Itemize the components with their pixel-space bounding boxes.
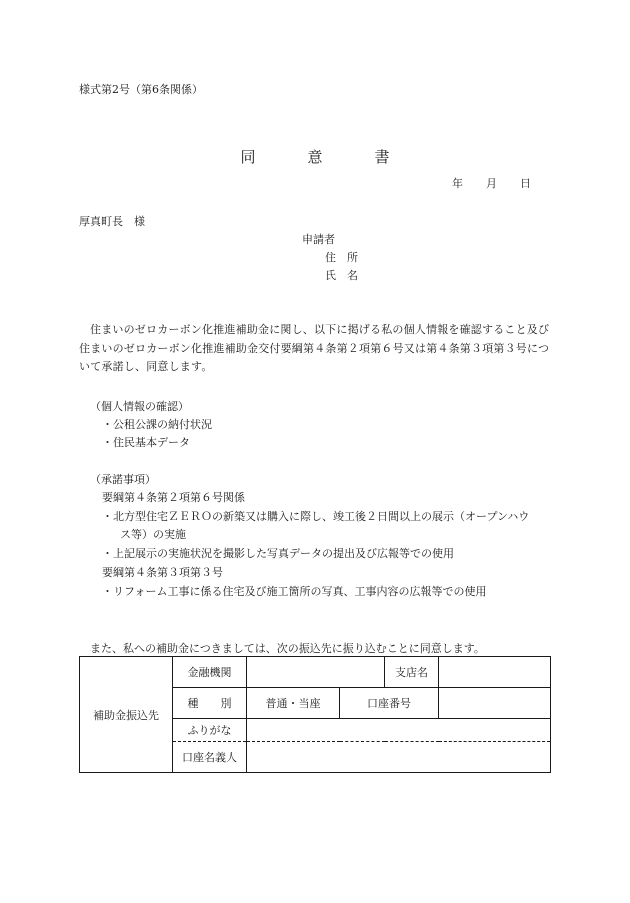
consent-section1-title: 要綱第４条第２項第６号関係 bbox=[102, 491, 245, 504]
branch-name-label: 支店名 bbox=[385, 657, 439, 688]
date-month-label: 月 bbox=[486, 177, 497, 190]
account-holder-label: 口座名義人 bbox=[173, 742, 247, 773]
bank-row-header: 補助金振込先 bbox=[80, 657, 173, 773]
personal-info-heading: （個人情報の確認） bbox=[90, 400, 189, 413]
title-char-3: 書 bbox=[374, 148, 390, 166]
consent-section1-item1: ・北方型住宅ＺＥＲＯの新築又は購入に際し、竣工後２日間以上の展示（オープンハウ bbox=[102, 510, 530, 523]
account-number-label: 口座番号 bbox=[340, 688, 439, 719]
date-year-label: 年 bbox=[452, 177, 463, 190]
consent-paragraph: 住まいのゼロカーボン化推進補助金に関し、以下に掲げる私の個人情報を確認すること及び住まいのゼロカーボン化推進補助金交付要綱第４条第２項第６号又は第４条第３項第３号について承諾し、同意します。 bbox=[79, 323, 550, 373]
remittance-statement: また、私への補助金につきましては、次の振込先に振り込むことに同意します。 bbox=[90, 642, 485, 655]
account-holder-field[interactable] bbox=[247, 742, 551, 773]
personal-info-item: ・公租公課の納付状況 bbox=[102, 418, 212, 431]
personal-info-item: ・住民基本データ bbox=[102, 436, 190, 449]
branch-name-field[interactable] bbox=[439, 657, 551, 688]
applicant-label: 申請者 bbox=[302, 233, 335, 246]
furigana-field[interactable] bbox=[247, 719, 551, 742]
applicant-address-label: 住 所 bbox=[325, 251, 358, 264]
account-type-label: 種 別 bbox=[173, 688, 247, 719]
furigana-label: ふりがな bbox=[173, 719, 247, 742]
consent-section2-title: 要綱第４条第３項第３号 bbox=[102, 566, 223, 579]
consent-section1-item2: ・上記展示の実施状況を撮影した写真データの提出及び広報等での使用 bbox=[102, 547, 454, 560]
title-char-2: 意 bbox=[307, 148, 323, 166]
account-type-value[interactable]: 普通・当座 bbox=[247, 688, 340, 719]
bank-transfer-table bbox=[79, 656, 551, 773]
financial-institution-label: 金融機関 bbox=[173, 657, 247, 688]
title-char-1: 同 bbox=[240, 148, 256, 166]
consent-section2-item1: ・リフォーム工事に係る住宅及び施工箇所の写真、工事内容の広報等での使用 bbox=[102, 585, 487, 598]
consent-heading: （承諾事項） bbox=[90, 473, 156, 486]
addressee: 厚真町長 様 bbox=[79, 215, 145, 228]
consent-section1-item1-cont: ス等）の実施 bbox=[120, 528, 186, 541]
account-number-field[interactable] bbox=[439, 688, 551, 719]
document-title bbox=[0, 146, 630, 167]
applicant-name-label: 氏 名 bbox=[325, 269, 358, 282]
form-number: 様式第2号（第6条関係） bbox=[79, 83, 203, 96]
date-day-label: 日 bbox=[520, 177, 531, 190]
financial-institution-field[interactable] bbox=[247, 657, 385, 688]
